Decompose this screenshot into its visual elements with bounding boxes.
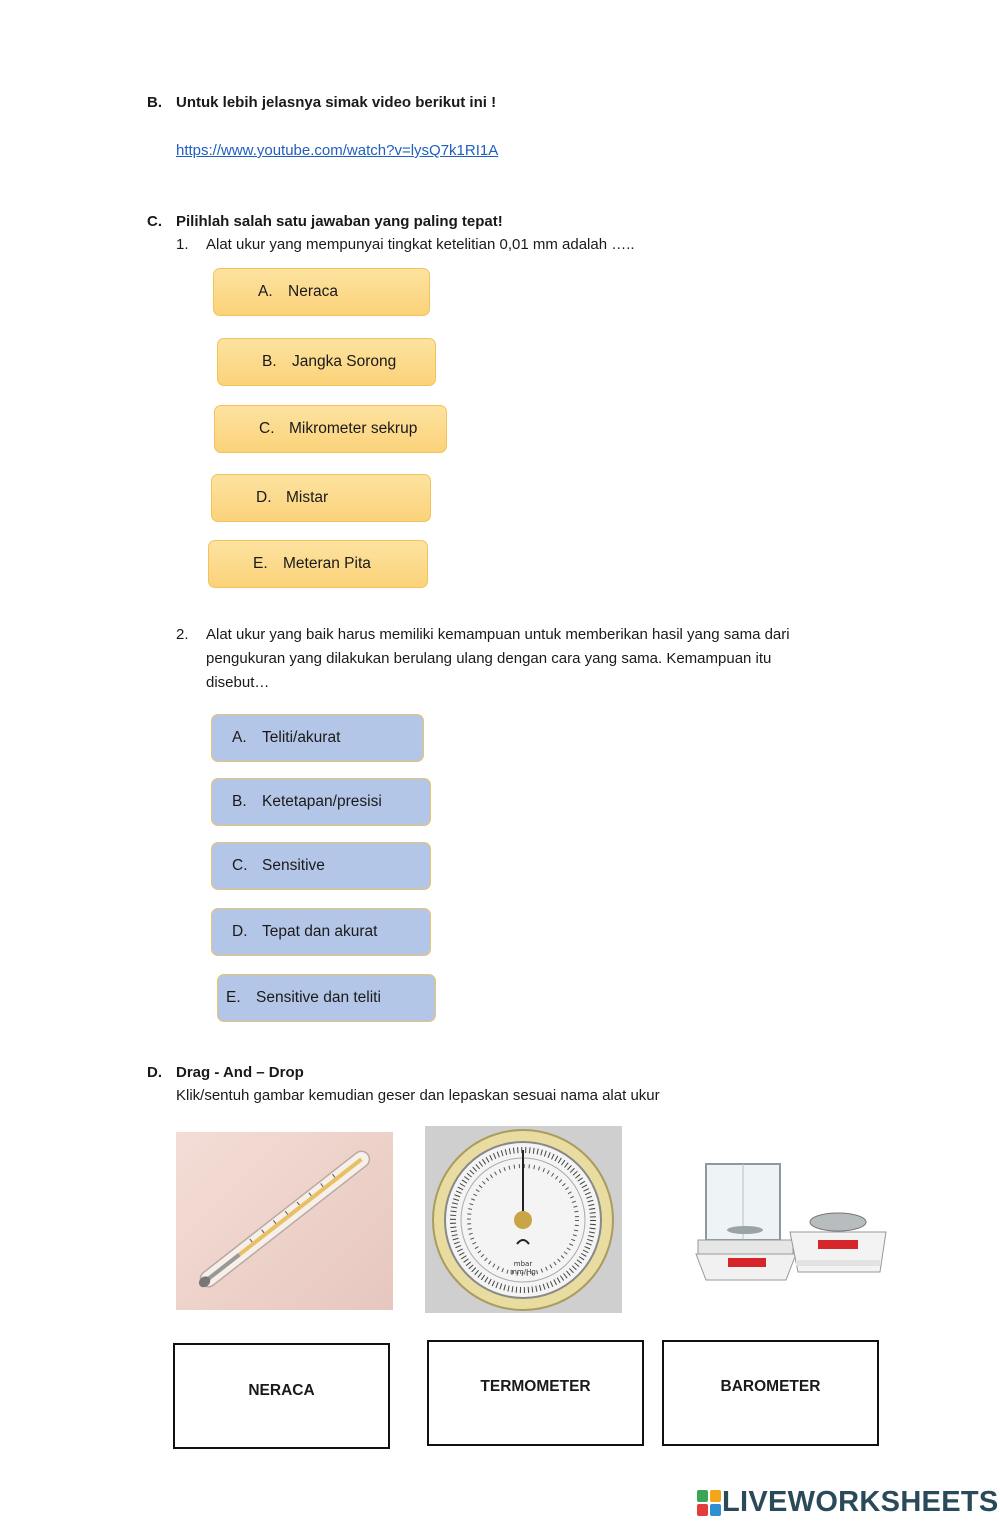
option-letter: C. <box>259 420 275 437</box>
option-text: Tepat dan akurat <box>262 923 378 940</box>
barometer-unit-mmhg: mm/Hg <box>510 1268 536 1276</box>
option-letter: E. <box>226 989 241 1006</box>
liveworksheets-logo-icon <box>697 1490 721 1516</box>
youtube-link[interactable]: https://www.youtube.com/watch?v=lysQ7k1RI1A <box>176 142 499 159</box>
section-d-instruction: Klik/sentuh gambar kemudian geser dan lepaskan sesuai nama alat ukur <box>176 1087 660 1104</box>
question-1-number: 1. <box>176 236 189 253</box>
option-letter: B. <box>262 353 277 370</box>
option-text: Ketetapan/presisi <box>262 793 382 810</box>
drop-target-termometer[interactable]: TERMOMETER <box>427 1340 644 1446</box>
option-letter: A. <box>232 729 247 746</box>
option-text: Mistar <box>286 489 329 506</box>
q1-option-c[interactable] <box>214 405 447 453</box>
option-letter: D. <box>232 923 248 940</box>
section-b-letter: B. <box>147 94 162 111</box>
q1-option-d[interactable] <box>211 474 431 522</box>
balance-scale-image[interactable] <box>668 1122 888 1322</box>
option-text: Meteran Pita <box>283 555 371 572</box>
option-letter: E. <box>253 555 268 572</box>
section-c-title: Pilihlah salah satu jawaban yang paling tepat! <box>176 213 503 230</box>
thermometer-icon <box>176 1132 393 1310</box>
barometer-unit-mbar: mbar <box>513 1260 533 1268</box>
section-c-letter: C. <box>147 213 162 230</box>
q2-option-c[interactable] <box>211 842 431 890</box>
q1-option-e[interactable] <box>208 540 428 588</box>
option-letter: D. <box>256 489 272 506</box>
section-b-title: Untuk lebih jelasnya simak video berikut ini ! <box>176 94 497 111</box>
option-text: Sensitive <box>262 857 325 874</box>
option-letter: B. <box>232 793 247 810</box>
q2-option-d[interactable] <box>211 908 431 956</box>
option-text: Teliti/akurat <box>262 729 341 746</box>
section-d-title: Drag - And – Drop <box>176 1064 304 1081</box>
drop-target-neraca[interactable]: NERACA <box>173 1343 390 1449</box>
barometer-image[interactable] <box>425 1126 622 1313</box>
option-letter: C. <box>232 857 248 874</box>
option-text: Jangka Sorong <box>292 353 397 370</box>
liveworksheets-logo-text: LIVEWORKSHEETS <box>722 1486 999 1518</box>
q1-option-b[interactable] <box>217 338 436 386</box>
q2-option-e[interactable] <box>217 974 436 1022</box>
question-2-number: 2. <box>176 626 189 643</box>
balance-scale-icon <box>668 1122 888 1322</box>
option-text: Neraca <box>288 283 338 300</box>
section-d-letter: D. <box>147 1064 162 1081</box>
barometer-icon <box>425 1126 622 1313</box>
question-2-line-1: Alat ukur yang baik harus memiliki kemampuan untuk memberikan hasil yang sama dari <box>206 626 790 643</box>
option-text: Mikrometer sekrup <box>289 420 418 437</box>
q2-option-b[interactable] <box>211 778 431 826</box>
q2-option-a[interactable] <box>211 714 424 762</box>
q1-option-a[interactable] <box>213 268 430 316</box>
question-2-line-3: disebut… <box>206 674 270 691</box>
option-letter: A. <box>258 283 273 300</box>
option-text: Sensitive dan teliti <box>256 989 381 1006</box>
thermometer-image[interactable] <box>176 1132 393 1310</box>
question-2-line-2: pengukuran yang dilakukan berulang ulang dengan cara yang sama. Kemampuan itu <box>206 650 772 667</box>
question-1-text: Alat ukur yang mempunyai tingkat ketelitian 0,01 mm adalah ….. <box>206 236 635 253</box>
drop-target-barometer[interactable]: BAROMETER <box>662 1340 879 1446</box>
